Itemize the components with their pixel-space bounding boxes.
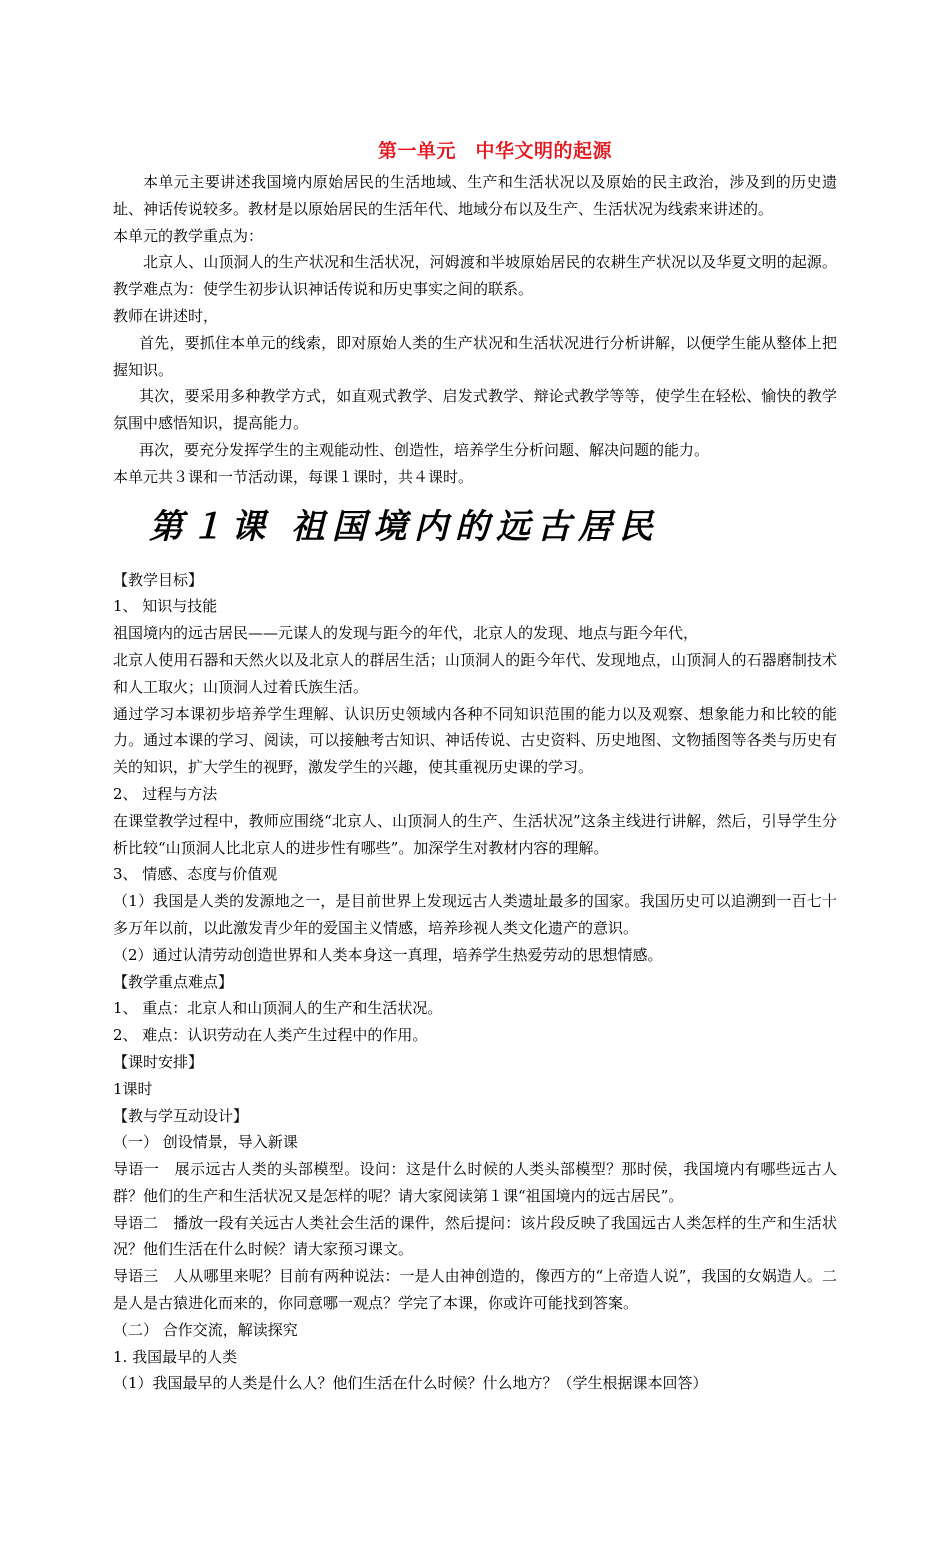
body-paragraph: 导语一 展示远古人类的头部模型。设问：这是什么时候的人类头部模型？那时侯，我国境内有哪些远古人群？他们的生产和生活状况又是怎样的呢？请大家阅读第１课“祖国境内的远古居民”。 xyxy=(113,1160,837,1205)
intro-paragraph: 首先，要抓住本单元的线索，即对原始人类的生产状况和生活状况进行分析讲解，以便学生能从整体上把握知识。 xyxy=(113,333,837,379)
body-paragraph: 1、 重点：北京人和山顶洞人的生产和生活状况。 xyxy=(113,999,443,1018)
body-paragraph: 北京人使用石器和天然火以及北京人的群居生活；山顶洞人的距今年代、发现地点，山顶洞人的石器磨制技术和人工取火；山顶洞人过着氏族生活。 xyxy=(113,650,837,696)
body-paragraph: 【教学目标】 xyxy=(113,570,204,589)
lesson-title: 第１课 祖国境内的远古居民 xyxy=(149,506,660,547)
intro-paragraph: 本单元主要讲述我国境内原始居民的生活地域、生产和生活状况以及原始的民主政治，涉及到的历史遗址、神话传说较多。教材是以原始居民的生活年代、地域分布以及生产、生活状况为线索来讲述的。 xyxy=(113,173,837,218)
intro-paragraph: 教师在讲述时， xyxy=(113,306,219,325)
body-paragraph: 1、 知识与技能 xyxy=(113,597,218,616)
body-paragraph: 在课堂教学过程中，教师应围绕“北京人、山顶洞人的生产、生活状况”这条主线进行讲解，然后，引导学生分析比较“山顶洞人比北京人的进步性有哪些”。加深学生对教材内容的理解。 xyxy=(113,811,837,857)
intro-paragraph: 其次，要采用多种教学方式，如直观式教学、启发式教学、辩论式教学等等，使学生在轻松、愉快的教学氛围中感悟知识，提高能力。 xyxy=(113,387,837,433)
body-paragraph: （一） 创设情景，导入新课 xyxy=(113,1133,298,1152)
document-content xyxy=(113,137,837,1397)
body-paragraph: （2）通过认清劳动创造世界和人类本身这一真理，培养学生热爱劳动的思想情感。 xyxy=(113,945,663,964)
unit-title: 第一单元 中华文明的起源 xyxy=(377,140,612,162)
body-paragraph: （二） 合作交流，解读探究 xyxy=(113,1320,298,1339)
body-paragraph: （1）我国是人类的发源地之一，是目前世界上发现远古人类遗址最多的国家。我国历史可以追溯到一百七十多万年以前，以此激发青少年的爱国主义情感，培养珍视人类文化遗产的意识。 xyxy=(113,892,837,937)
intro-paragraph: 再次，要充分发挥学生的主观能动性、创造性，培养学生分析问题、解决问题的能力。 xyxy=(139,440,710,459)
body-paragraph: 导语二 播放一段有关远古人类社会生活的课件，然后提问：该片段反映了我国远古人类怎样的生产和生活状况？他们生活在什么时候？请大家预习课文。 xyxy=(113,1213,837,1259)
unit-intro xyxy=(113,169,837,491)
body-paragraph: 2、 难点：认识劳动在人类产生过程中的作用。 xyxy=(113,1026,428,1045)
intro-paragraph: 本单元共３课和一节活动课，每课１课时，共４课时。 xyxy=(113,467,474,486)
body-paragraph: （1）我国最早的人类是什么人？他们生活在什么时候？什么地方？（学生根据课本回答） xyxy=(113,1374,708,1393)
body-paragraph: 【课时安排】 xyxy=(113,1052,204,1071)
body-paragraph: 通过学习本课初步培养学生理解、认识历史领域内各种不同知识范围的能力以及观察、想象能力和比较的能力。通过本课的学习、阅读，可以接触考古知识、神话传说、古史资料、历史地图、文物插图等各类与历史有关的知识，扩大学生的视野，激发学生的兴趣，使其重视历史课的学习。 xyxy=(113,704,837,777)
body-paragraph: 3、 情感、态度与价值观 xyxy=(113,865,278,884)
body-paragraph: 【教与学互动设计】 xyxy=(113,1106,249,1125)
body-paragraph: 【教学重点难点】 xyxy=(113,972,234,991)
body-paragraph: 2、 过程与方法 xyxy=(113,784,218,803)
intro-paragraph: 北京人、山顶洞人的生产状况和生活状况，河姆渡和半坡原始居民的农耕生产状况以及华夏文明的起源。教学难点为：使学生初步认识神话传说和历史事实之间的联系。 xyxy=(113,253,837,299)
body-paragraph: 祖国境内的远古居民——元谋人的发现与距今的年代，北京人的发现、地点与距今年代， xyxy=(113,624,699,643)
lesson-body xyxy=(113,567,837,1398)
body-paragraph: 1. 我国最早的人类 xyxy=(113,1347,238,1366)
body-paragraph: 导语三 人从哪里来呢？目前有两种说法：一是人由神创造的，像西方的“上帝造人说”，我国的女娲造人。二是人是古猿进化而来的，你同意哪一观点？学完了本课，你或许可能找到答案。 xyxy=(113,1267,837,1313)
intro-paragraph: 本单元的教学重点为： xyxy=(113,226,264,245)
body-paragraph: 1课时 xyxy=(113,1079,153,1098)
